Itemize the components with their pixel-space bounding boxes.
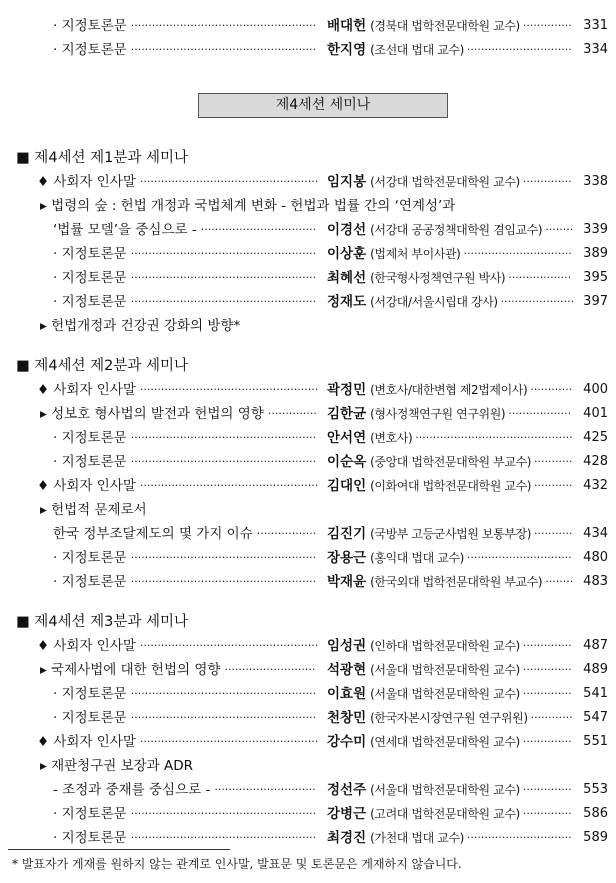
entry-label: ♦ 사회자 인사말 [37,174,136,190]
author-name: 한지영 [327,42,367,58]
dot-leader: ····················································· [130,711,317,724]
author-name: 박재윤 [327,574,367,590]
dot-leader: ····················································· [130,295,317,308]
entry-label: · 지정토론문 [53,42,127,58]
toc-entry [0,755,616,777]
dot-leader: ····················································· [130,831,317,844]
dot-leader: ······························ [466,551,572,564]
page-number: 480 [583,550,608,565]
dot-leader: ·············· [522,19,572,32]
author-name: 이상훈 [327,246,367,262]
author-name: 임성권 [327,638,367,654]
toc-entry [0,731,616,753]
author-name: 김진기 [327,526,367,542]
entry-label: ▸ 국제사법에 대한 헌법의 영향 [40,662,221,678]
entry-label: ▸ 재판청구권 보장과 ADR [40,758,193,774]
page-number: 331 [583,18,608,33]
dot-leader: ·················· [508,407,572,420]
page-number: 339 [583,222,608,237]
entry-label: ■ 제4세션 제3분과 세미나 [16,614,189,630]
toc-entry [0,547,616,569]
footnote-divider [8,849,230,850]
page-number: 487 [583,638,608,653]
dot-leader: ····················································· [130,575,317,588]
dot-leader: ····················································· [130,455,317,468]
page-number: 401 [583,406,608,421]
toc-entry [0,571,616,593]
dot-leader: ····················································· [130,43,317,56]
page-number: 483 [583,574,608,589]
dot-leader: ········ [545,575,574,588]
author-affiliation: (홍익대 법대 교수) [370,551,464,565]
author-name: 석광현 [327,662,367,678]
page-number: 551 [583,734,608,749]
toc-entry [0,39,616,61]
page-number: 586 [583,806,608,821]
toc-entry [0,707,616,729]
entry-label: - 조정과 중재를 중심으로 - [53,782,211,798]
entry-label: ‘법률 모델’을 중심으로 - [53,222,197,238]
author-affiliation: (중앙대 법학전문대학원 부교수) [370,455,532,469]
toc-entry [0,475,616,497]
author-affiliation: (한국형사정책연구원 박사) [370,271,506,285]
entry-label: · 지정토론문 [53,270,127,286]
dot-leader: ····························· [214,783,316,796]
toc-entry [0,683,616,705]
dot-leader: ·············· [522,175,572,188]
dot-leader: ··················································· [139,383,319,396]
author-affiliation: (서강대 공공정책대학원 겸임교수) [370,223,543,237]
dot-leader: ····················································· [130,807,317,820]
author-name: 김한균 [327,406,367,422]
author-name: 강수미 [327,734,367,750]
entry-label: ■ 제4세션 제1분과 세미나 [16,150,189,166]
session-title-box: 제4세션 세미나 [198,93,448,118]
page-number: 547 [583,710,608,725]
author-affiliation: (이화여대 법학전문대학원 교수) [370,479,532,493]
entry-label: · 지정토론문 [53,830,127,846]
dot-leader: ·············· [522,639,572,652]
toc-entry [0,523,616,545]
dot-leader: ··················································· [139,735,319,748]
entry-label: 한국 정부조달제도의 몇 가지 이슈 [53,526,253,542]
page-number: 428 [583,454,608,469]
dot-leader: ·············· [267,407,317,420]
dot-leader: ····················································· [130,19,317,32]
page-number: 489 [583,662,608,677]
author-affiliation: (법제처 부이사관) [370,247,461,261]
dot-leader: ·············· [522,735,572,748]
author-name: 안서연 [327,430,367,446]
author-affiliation: (인하대 법학전문대학원 교수) [370,639,520,653]
author-affiliation: (형사정책연구원 연구위원) [370,407,506,421]
author-affiliation: (서강대/서울시립대 강사) [370,295,498,309]
dot-leader: ·············· [522,807,572,820]
dot-leader: ······························· [463,247,572,260]
toc-entry [0,779,616,801]
author-name: 이효원 [327,686,367,702]
toc-entry [0,451,616,473]
dot-leader: ··················································· [139,639,319,652]
entry-label: ♦ 사회자 인사말 [37,638,136,654]
toc-entry [0,427,616,449]
author-name: 강병근 [327,806,367,822]
dot-leader: ······························ [466,43,572,56]
dot-leader: ·············· [522,663,572,676]
page-number: 432 [583,478,608,493]
dot-leader: ·············· [522,687,572,700]
entry-label: · 지정토론문 [53,710,127,726]
toc-entry [0,15,616,37]
entry-label: ♦ 사회자 인사말 [37,478,136,494]
entry-label: · 지정토론문 [53,18,127,34]
entry-label: · 지정토론문 [53,806,127,822]
toc-entry [0,379,616,401]
author-name: 천창민 [327,710,367,726]
entry-label: · 지정토론문 [53,686,127,702]
author-affiliation: (서울대 법학전문대학원 교수) [370,663,520,677]
section-heading [0,147,616,169]
page-number: 338 [583,174,608,189]
dot-leader: ············ [530,711,573,724]
page-number: 553 [583,782,608,797]
entry-label: ■ 제4세션 제2분과 세미나 [16,358,189,374]
dot-leader: ················· [256,527,317,540]
dot-leader: ············································· [415,431,573,444]
toc-entry [0,219,616,241]
dot-leader: ·············· [522,783,572,796]
page-number: 541 [583,686,608,701]
entry-label: · 지정토론문 [53,550,127,566]
dot-leader: ··········· [534,479,573,492]
author-affiliation: (한국자본시장연구원 연구위원) [370,711,528,725]
author-name: 정선주 [327,782,367,798]
author-name: 최경진 [327,830,367,846]
entry-label: ♦ 사회자 인사말 [37,734,136,750]
entry-label: · 지정토론문 [53,294,127,310]
entry-label: · 지정토론문 [53,574,127,590]
page-number: 400 [583,382,608,397]
entry-label: ▸ 성보호 형사법의 발전과 헌법의 영향 [40,406,264,422]
dot-leader: ··················································· [139,175,319,188]
dot-leader: ····················································· [130,247,317,260]
dot-leader: ··········· [534,455,573,468]
entry-label: · 지정토론문 [53,430,127,446]
page-number: 589 [583,830,608,845]
author-name: 장용근 [327,550,367,566]
page-number: 397 [583,294,608,309]
toc-entry [0,243,616,265]
author-name: 임지봉 [327,174,367,190]
author-name: 김대인 [327,478,367,494]
author-affiliation: (조선대 법대 교수) [370,43,464,57]
author-name: 최혜선 [327,270,367,286]
footnote: * 발표자가 게재를 원하지 않는 관계로 인사말, 발표문 및 토론문은 게재하지 않습니다. [12,857,462,871]
dot-leader: ··········· [534,527,573,540]
dot-leader: ····················································· [130,431,317,444]
entry-label: · 지정토론문 [53,454,127,470]
entry-label: · 지정토론문 [53,246,127,262]
toc-entry [0,827,616,849]
dot-leader: ····················································· [130,271,317,284]
author-name: 정재도 [327,294,367,310]
entry-label: ▸ 헌법개정과 건강권 강화의 방향* [40,318,241,334]
toc-entry [0,195,616,217]
author-affiliation: (국방부 고등군사법원 보통부장) [370,527,532,541]
page-number: 334 [583,42,608,57]
dot-leader: ····················································· [130,551,317,564]
author-affiliation: (경북대 법학전문대학원 교수) [370,19,520,33]
author-affiliation: (서울대 법학전문대학원 교수) [370,687,520,701]
page-number: 389 [583,246,608,261]
entry-label: ♦ 사회자 인사말 [37,382,136,398]
dot-leader: ·························· [224,663,316,676]
section-heading [0,611,616,633]
author-affiliation: (한국외대 법학전문대학원 부교수) [370,575,543,589]
author-name: 배대헌 [327,18,367,34]
toc-entry [0,499,616,521]
author-name: 이순옥 [327,454,367,470]
toc-entry [0,635,616,657]
author-affiliation: (서울대 법학전문대학원 교수) [370,783,520,797]
dot-leader: ····················· [500,295,575,308]
dot-leader: ····················································· [130,687,317,700]
dot-leader: ································· [200,223,317,236]
toc-entry [0,171,616,193]
author-name: 곽정민 [327,382,367,398]
author-affiliation: (연세대 법학전문대학원 교수) [370,735,520,749]
dot-leader: ··················································· [139,479,319,492]
dot-leader: ········ [545,223,574,236]
page-number: 395 [583,270,608,285]
page-number: 425 [583,430,608,445]
section-heading [0,355,616,377]
page-number: 434 [583,526,608,541]
toc-entry [0,803,616,825]
author-affiliation: (변호사/대한변협 제2법제이사) [370,383,528,397]
toc-entry [0,267,616,289]
toc-entry [0,315,616,337]
toc-entry [0,291,616,313]
entry-label: ▸ 헌법적 문제로서 [40,502,147,518]
author-affiliation: (변호사) [370,431,413,445]
toc-entry [0,403,616,425]
author-affiliation: (서강대 법학전문대학원 교수) [370,175,520,189]
author-affiliation: (고려대 법학전문대학원 교수) [370,807,520,821]
dot-leader: ············ [530,383,573,396]
entry-label: ▸ 법령의 숲 : 헌법 개정과 국법체계 변화 - 헌법과 법률 간의 ‘연계성’과 [40,198,456,214]
dot-leader: ······························ [466,831,572,844]
author-affiliation: (가천대 법대 교수) [370,831,464,845]
dot-leader: ·················· [508,271,572,284]
toc-entry [0,659,616,681]
author-name: 이경선 [327,222,367,238]
